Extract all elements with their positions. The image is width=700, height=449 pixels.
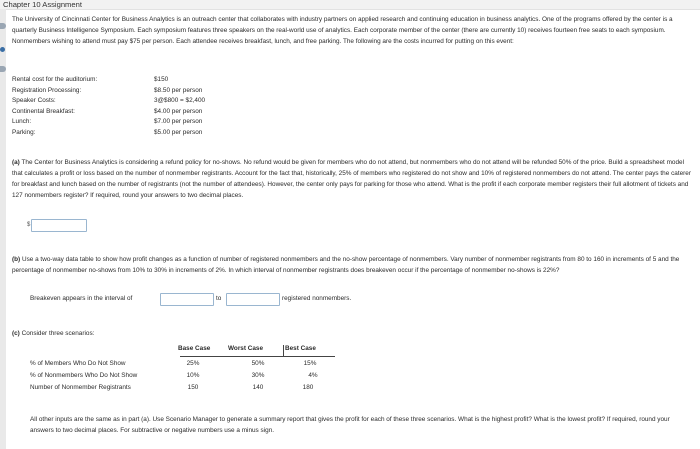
cost-label: Parking: [12,128,36,136]
cost-label: Lunch: [12,118,32,125]
cost-row [12,87,242,98]
table-cell: 150 [187,384,199,391]
cost-value: $7.00 per person [154,118,203,125]
cost-row [12,108,242,119]
part-c-label: (c) [12,330,20,337]
row-label: % of Nonmembers Who Do Not Show [30,372,138,379]
cost-label: Rental cost for the auditorium: [12,76,98,83]
title-bar [0,0,700,10]
part-a-question [12,157,692,201]
left-sidebar [0,9,6,449]
column-header: Best Case [285,345,316,352]
bullet-icon [0,47,5,52]
table-cell: 30% [251,372,265,379]
cost-value: $8.50 per person [154,86,203,94]
row-label: Number of Nonmember Registrants [30,384,131,391]
expand-tab-icon[interactable] [0,66,6,72]
part-a-label: (a) [12,159,20,166]
cost-value: $4.00 per person [154,107,203,115]
row-label: % of Members Who Do Not Show [30,360,126,367]
table-cell: 4% [308,372,318,379]
breakeven-suffix: registered nonmembers. [282,295,352,302]
interval-to-input[interactable] [226,293,280,306]
part-c-text: Consider three scenarios: [21,330,95,337]
cost-value: $5.00 per person [154,128,203,136]
part-a-text: The Center for Business Analytics is considering a refund policy for no-shows. No refund would be given for members who do not attend, but nonmembers who do not attend will be refunded 50% of the price. Build a spreadsheet model that calculates a profit or loss based on the number of nonmember registrants. Account for the fact that, historically, 25% of members who registered do not show and 10% of registered nonmembers do not attend. The center pays the caterer for breakfast and lunch based on the number of registrants (not the number of attendees). However, the center only pays for parking for those who attend. What is the profit if each corporate member registers their full allotment of tickets and 127 nonmembers register? If required, round your answers to two decimal places. [12,159,691,199]
currency-symbol: $ [27,222,31,228]
problem-intro: The University of Cincinnati Center for Business Analytics is an outreach center that collaborates with industry partners on applied research and continuing education in business analytics. One of the programs offered by the center is a quarterly Business Intelligence Symposium. Each symposium features three speakers on the real-world use of analytics. Each corporate member of the center (there are currently 10) receives fourteen free seats to each symposium. Nonmembers wishing to attend must pay $75 per person. Each attendee receives breakfast, lunch, and free parking. The following are the costs incurred for putting on this event: [12,16,673,45]
cost-row [12,76,242,87]
page-title: Chapter 10 Assignment [3,0,82,9]
cost-row [12,118,242,129]
table-cell: 140 [252,384,264,391]
cost-label: Speaker Costs: [12,97,56,104]
interval-from-input[interactable] [160,293,214,306]
table-cell: 10% [186,372,200,379]
table-cell: 50% [251,360,265,367]
cost-label: Registration Processing: [12,86,82,94]
collapse-tab-icon[interactable] [0,23,6,29]
header-underline [180,356,335,357]
interval-to-label: to [216,295,222,302]
breakeven-answer [30,293,430,305]
part-b-text: Use a two-way data table to show how profit changes as a function of number of registered nonmembers and the no-show percentage of nonmembers. Vary number of nonmember registrants from 80 to 160 in increments of 5 and the percentage of nonmember no-shows from 10% to 30% in increments of 2%. In which interval of nonmember registrants does breakeven occur if the percentage of nonmember no-shows is 22%? [12,256,680,274]
part-c-footer: All other inputs are the same as in part (a). Use Scenario Manager to generate a summary report that gives the profit for each of these three scenarios. What is the highest profit? What is the lowest profit? If required, round your answers to two decimal places. For subtractive or negative numbers use a minus sign. [30,416,670,434]
cost-list [12,76,242,139]
table-cell: 15% [303,360,317,367]
cost-row [12,97,242,108]
part-c-question [12,330,94,337]
column-divider [283,345,284,356]
table-cell: 25% [186,360,200,367]
profit-input[interactable] [31,219,87,232]
breakeven-prefix: Breakeven appears in the interval of [30,295,133,302]
part-b-question [12,254,692,276]
part-b-label: (b) [12,256,21,263]
table-cell: 180 [302,384,314,391]
cost-value: 3@$800 = $2,400 [154,97,206,104]
cost-value: $150 [154,76,169,83]
cost-row [12,129,242,140]
cost-label: Continental Breakfast: [12,107,75,115]
column-header: Worst Case [228,345,264,352]
column-header: Base Case [178,345,211,352]
